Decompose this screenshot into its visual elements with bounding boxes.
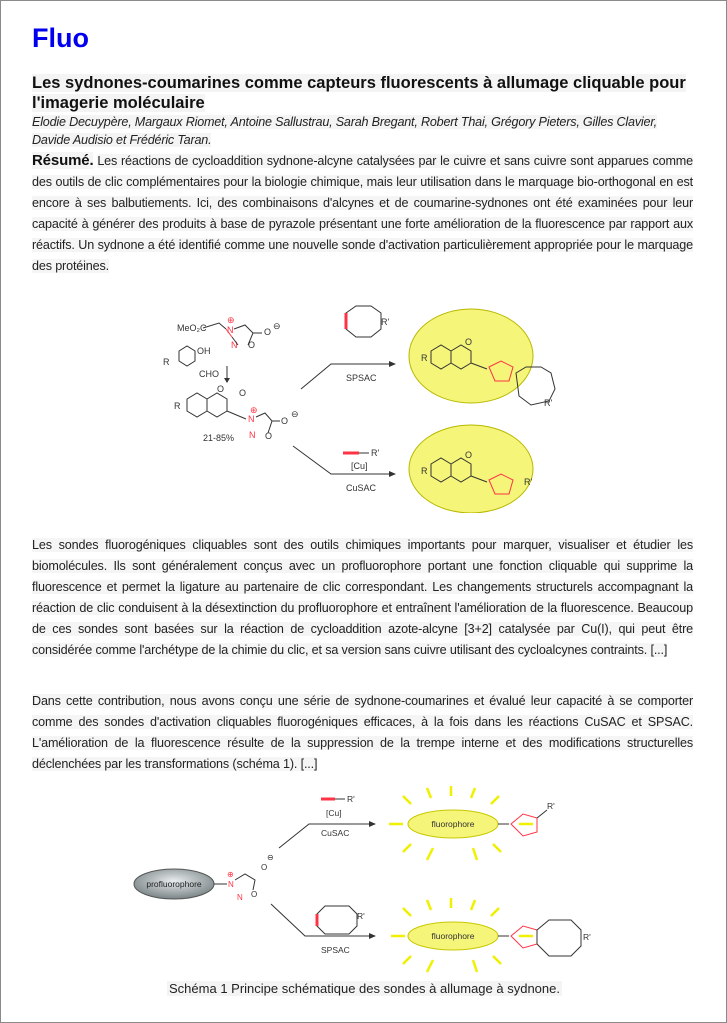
rprime-label: R' xyxy=(357,911,365,921)
n-label: N xyxy=(228,880,234,889)
rprime-label: R' xyxy=(371,448,380,458)
meo2c-label: MeO₂C xyxy=(177,323,207,333)
figure-caption xyxy=(1,981,727,996)
rprime-label: R' xyxy=(583,932,591,942)
body-paragraph xyxy=(32,535,693,661)
cu-label: [Cu] xyxy=(351,461,368,471)
r-label: R xyxy=(421,353,428,363)
minus-charge: ⊖ xyxy=(273,321,281,331)
o-label: O xyxy=(264,327,272,337)
fluorophore-label: fluorophore xyxy=(431,819,475,829)
minus-charge: ⊖ xyxy=(267,853,274,862)
o-label: O xyxy=(465,337,473,347)
n-label: N xyxy=(248,414,255,424)
o-label: O xyxy=(251,890,258,899)
o-label: O xyxy=(265,431,273,441)
profluorophore-label: profluorophore xyxy=(146,879,202,889)
abstract-text: Les réactions de cycloaddition sydnone-alcyne catalysées par le cuivre et sans cuivre sont apparues comme des outils de clic complémentaires pour la biologie chimique, mais leur utilisation dans le marquage bio-orthogonal en est encore à ses balbutiements. Ici, des combinaisons d'alcynes et de coumarine-sydnones ont été examinées pour leur capacité à générer des produits à base de pyrazole présentant une forte amélioration de la fluorescence par rapport aux réactifs. Un sydnone a été identifié comme une nouvelle sonde d'activation particulièrement appropriée pour le marquage des protéines. xyxy=(32,154,693,273)
r-label: R xyxy=(163,357,170,367)
cusac-label: CuSAC xyxy=(346,483,377,493)
r-label: R xyxy=(174,401,181,411)
o-label: O xyxy=(217,384,225,394)
n-label: N xyxy=(231,340,238,350)
abstract-label: Résumé. xyxy=(32,152,94,169)
o-label: O xyxy=(239,388,247,398)
author-list xyxy=(32,113,697,149)
o-label: O xyxy=(261,863,268,872)
oh-label: OH xyxy=(197,346,211,356)
rprime-label: R' xyxy=(347,794,355,804)
cho-label: CHO xyxy=(199,369,219,379)
body-paragraph xyxy=(32,691,693,775)
n-label: N xyxy=(249,430,256,440)
spsac-label: SPSAC xyxy=(321,945,350,955)
rprime-label: R' xyxy=(381,317,390,327)
cusac-label: CuSAC xyxy=(321,828,350,838)
o-label: O xyxy=(465,450,473,460)
article-title-text: Les sydnones-coumarines comme capteurs fluorescents à allumage cliquable pour l'imagerie moléculaire xyxy=(32,74,686,112)
schematic-principle-figure xyxy=(121,776,621,976)
r-label: R xyxy=(421,466,428,476)
spsac-label: SPSAC xyxy=(346,373,377,383)
caption-text: Schéma 1 Principe schématique des sondes à allumage à sydnone. xyxy=(169,981,560,996)
yield-label: 21-85% xyxy=(203,433,235,443)
o-label: O xyxy=(248,340,256,350)
page-title: Fluo xyxy=(32,23,89,53)
minus-charge: ⊖ xyxy=(291,409,299,419)
fluorophore-label: fluorophore xyxy=(431,931,475,941)
n-label: N xyxy=(227,325,234,335)
plus-charge: ⊕ xyxy=(250,405,258,415)
rprime-label: R' xyxy=(547,801,555,811)
plus-charge: ⊕ xyxy=(227,315,235,325)
abstract xyxy=(32,150,693,277)
cu-label: [Cu] xyxy=(326,808,342,818)
authors-text: Elodie Decuypère, Margaux Riomet, Antoine Sallustrau, Sarah Bregant, Robert Thai, Grégory Pieters, Gilles Clavier, Davide Audisio et Frédéric Taran. xyxy=(32,115,657,147)
n-label: N xyxy=(237,893,243,902)
paragraph-text: Dans cette contribution, nous avons conçu une série de sydnone-coumarines et évalué leur capacité à se comporter comme des sondes d'activation cliquables fluorogéniques efficaces, à la fois dans les réactions CuSAC et SPSAC. L'amélioration de la fluorescence résulte de la suppression de la trempe interne et des modifications structurelles déclenchées par les transformations (schéma 1). [...] xyxy=(32,694,693,771)
o-label: O xyxy=(281,416,289,426)
plus-charge: ⊕ xyxy=(227,870,234,879)
article-title xyxy=(32,73,692,113)
rprime-label: R' xyxy=(524,477,533,487)
rprime-label: R' xyxy=(544,398,553,408)
reaction-scheme-figure xyxy=(131,301,631,513)
paragraph-text: Les sondes fluorogéniques cliquables sont des outils chimiques importants pour marquer, visualiser et étudier les biomolécules. Ils sont généralement conçus avec un profluorophore portant une fonction cliquable qui supprime la fluorescence et permet la ligature au partenaire de clic correspondant. Les changements structurels accompagnant la réaction de clic conduisent à la désextinction du profluorophore et entraînent l'amélioration de la fluorescence. Beaucoup de ces sondes sont basées sur la réaction de cycloaddition azote-alcyne [3+2] catalysée par Cu(I), qui peut être considérée comme l'archétype de la chimie du clic, et sa version sans cuivre utilisant des cycloalcynes contraints. [...] xyxy=(32,538,693,657)
